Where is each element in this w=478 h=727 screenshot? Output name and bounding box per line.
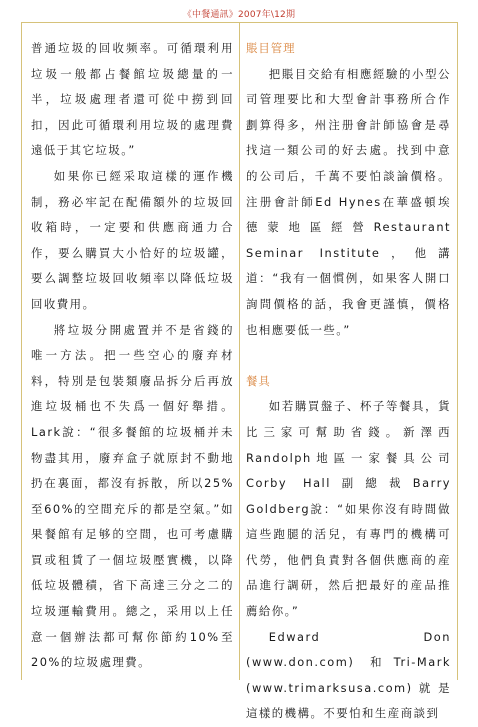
section-heading-accounting: 賬目管理	[246, 41, 296, 55]
right-column	[246, 36, 451, 727]
right-paragraph-2: 如若購買盤子、杯子等餐具，貨比三家可幫助省錢。新澤西Randolph地區一家餐具公司Corby Hall副總裁Barry Goldberg說：“如果你沒有時間做這些跑腿的活兒，有專門的機構可代勞，他們負責對各個供應商的産品進行調研，然后把最好的産品推薦給你。”	[246, 399, 451, 619]
page-header	[0, 0, 478, 24]
left-paragraph-1: 普通垃圾的回收频率。可循環利用垃圾一般都占餐館垃圾總量的一半，垃圾處理者還可從中撈到回扣，因此可循環利用垃圾的處理費遠低于其它垃圾。”	[31, 41, 234, 158]
left-paragraph-3: 將垃圾分開處置并不是省錢的唯一方法。把一些空心的廢弃材料，特別是包裝類廢品拆分后再放進垃圾桶也不失爲一個好舉措。Lark說：“很多餐館的垃圾桶并未物盡其用，廢弃盒子就原封不動地扔在裏面，都沒有拆散，所以25%至60%的空間充斥的都是空氣。”如果餐館有足够的空間，也可考慮購買或租賃了一個垃圾壓實機，以降低垃圾體積，省下高達三分之二的垃圾運輸費用。總之，采用以上任意一個辦法都可幫你節約10%至20%的垃圾處理費。	[31, 322, 234, 670]
right-paragraph-3: Edward Don (www.don.com) 和Tri-Mark (www.trimarksusa.com)就是這樣的機構。不要怕和生産商談到	[246, 629, 451, 721]
section-spacer	[246, 343, 451, 369]
journal-title: 《中餐通訊》2007年\12期	[182, 10, 296, 20]
column-divider	[239, 22, 240, 680]
left-column	[31, 36, 234, 676]
right-paragraph-1: 把賬目交給有相應經驗的小型公司管理要比和大型會計事務所合作劃算得多，州注册會計師協會是尋找這一類公司的好去處。找到中意的公司后，千萬不要怕談論價格。注册會計師Ed Hynes在華盛頓埃德蒙地區經營Restaurant Seminar Institute，他講道：“我有一個慣例，如果客人開口詢問價格的話，我會更謹慎，價格也相應要低一些。”	[246, 66, 451, 337]
section-heading-tableware: 餐具	[246, 373, 271, 388]
left-paragraph-2: 如果你已經采取這樣的運作機制，務必牢記在配備額外的垃圾回收箱時，一定要和供應商通力合作，要么購買大小恰好的垃圾罐，要么調整垃圾回收頻率以降低垃圾回收費用。	[31, 168, 234, 311]
